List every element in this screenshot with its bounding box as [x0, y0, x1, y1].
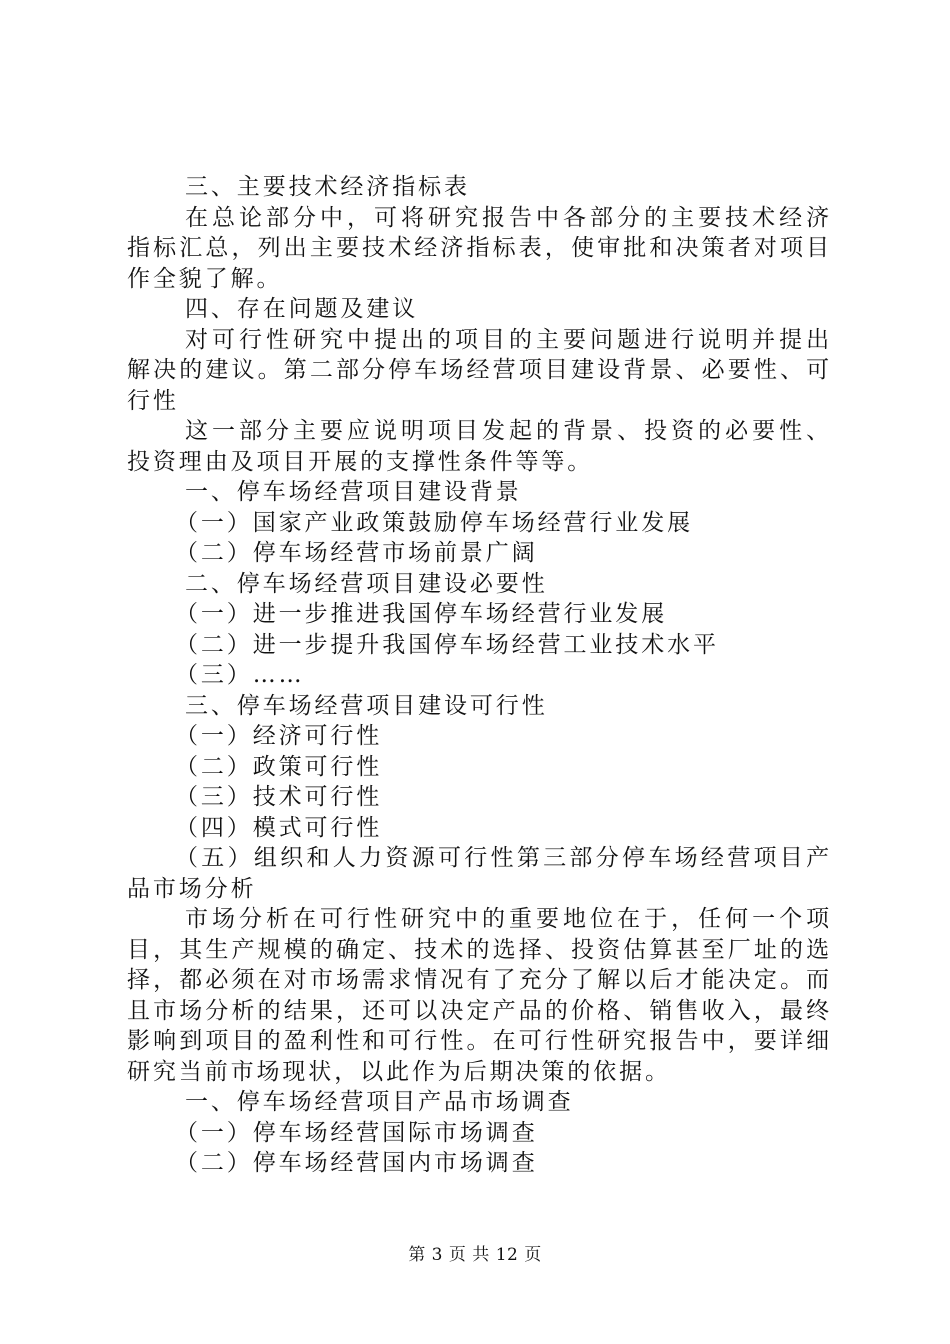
subsection-item: （二）政策可行性: [175, 753, 383, 780]
subsection-item: （一）经济可行性: [175, 723, 383, 749]
subsection-item: （一）国家产业政策鼓励停车场经营行业发展: [175, 509, 693, 536]
section-heading: 一、停车场经营项目建设背景: [185, 479, 522, 505]
section-heading: 四、存在问题及建议: [185, 296, 419, 322]
subsection-item: （二）进一步提升我国停车场经营工业技术水平: [175, 631, 719, 658]
document-body: [127, 172, 832, 1179]
subsection-item: （二）停车场经营市场前景广阔: [175, 540, 538, 566]
subsection-paragraph: （五）组织和人力资源可行性第三部分停车场经营项目产品市场分析: [127, 845, 832, 902]
section-heading: 一、停车场经营项目产品市场调查: [185, 1089, 574, 1115]
subsection-item: （四）模式可行性: [175, 814, 383, 841]
section-heading: 三、主要技术经济指标表: [185, 174, 470, 200]
subsection-item: （三）……: [175, 662, 305, 688]
subsection-item: （二）停车场经营国内市场调查: [175, 1150, 538, 1176]
paragraph: 市场分析在可行性研究中的重要地位在于，任何一个项目，其生产规模的确定、技术的选择、投资估算甚至厂址的选择，都必须在对市场需求情况有了充分了解以后才能决定。而且市场分析的结果，还可以决定产品的价格、销售收入，最终影响到项目的盈利性和可行性。在可行性研究报告中，要详细研究当前市场现状，以此作为后期决策的依据。: [127, 906, 832, 1085]
page-number-footer: 第 3 页 共 12 页: [408, 1245, 542, 1265]
section-heading: 三、停车场经营项目建设可行性: [185, 692, 548, 719]
section-heading: 二、停车场经营项目建设必要性: [185, 570, 548, 597]
paragraph: 这一部分主要应说明项目发起的背景、投资的必要性、投资理由及项目开展的支撑性条件等等。: [127, 418, 832, 475]
subsection-item: （一）进一步推进我国停车场经营行业发展: [175, 601, 668, 627]
subsection-item: （三）技术可行性: [175, 784, 383, 810]
paragraph: 在总论部分中，可将研究报告中各部分的主要技术经济指标汇总，列出主要技术经济指标表，使审批和决策者对项目作全貌了解。: [127, 204, 832, 292]
paragraph: 对可行性研究中提出的项目的主要问题进行说明并提出解决的建议。第二部分停车场经营项目建设背景、必要性、可行性: [127, 326, 832, 414]
subsection-item: （一）停车场经营国际市场调查: [175, 1119, 538, 1146]
